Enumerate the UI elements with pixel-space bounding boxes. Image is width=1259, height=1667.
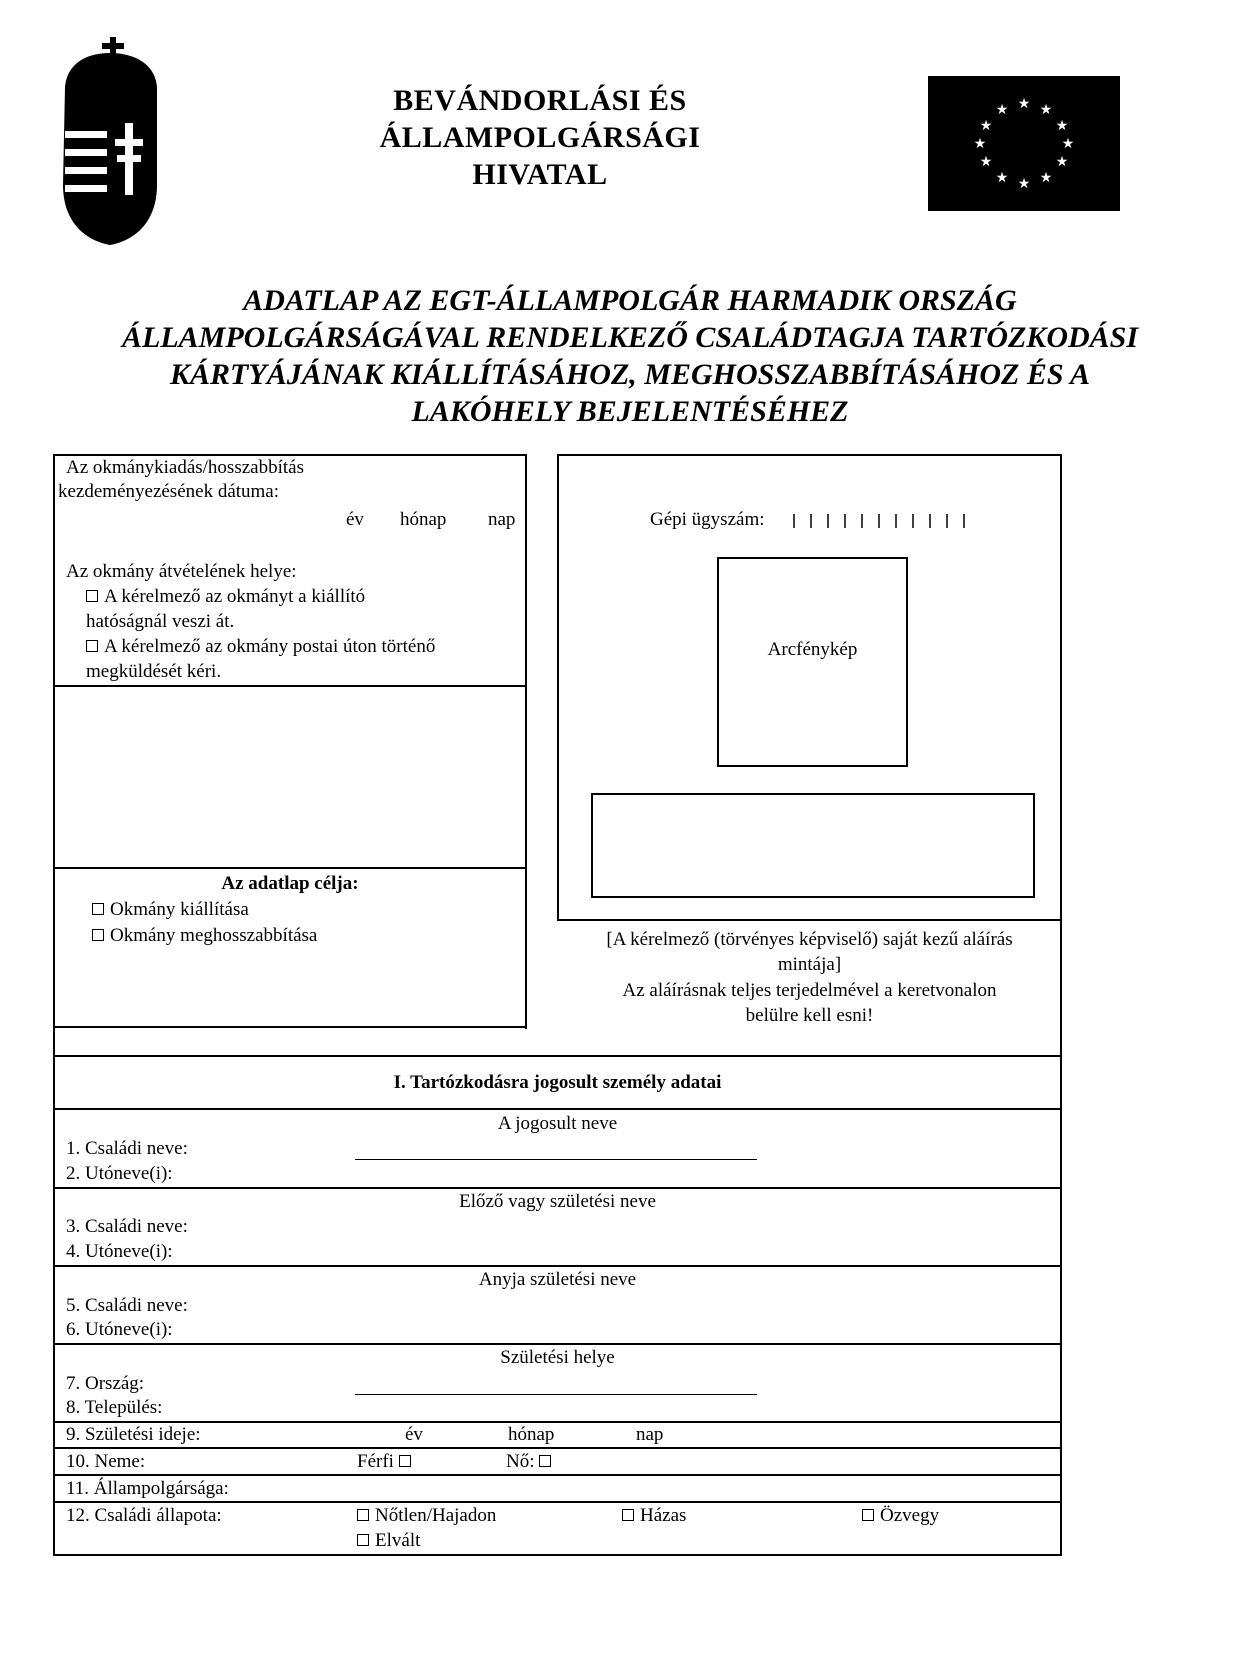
checkbox-icon[interactable] — [399, 1455, 411, 1467]
signature-box[interactable] — [591, 793, 1035, 898]
section1-top-border — [53, 1055, 1062, 1057]
field-9-day-label: nap — [636, 1424, 664, 1445]
date-day-label: nap — [488, 509, 516, 530]
right-panel-inner-bottom — [557, 919, 1062, 921]
checkbox-icon[interactable] — [92, 903, 104, 915]
purpose-option-issue[interactable] — [92, 898, 249, 922]
pickup-option-post-line2: megküldését kéri. — [86, 661, 222, 682]
field-2-label: 2. Utóneve(i): — [66, 1163, 173, 1184]
form-bottom-border — [53, 1554, 1062, 1556]
marital-married-label: Házas — [640, 1505, 687, 1526]
marital-single-option[interactable] — [357, 1504, 496, 1528]
checkbox-icon[interactable] — [622, 1509, 634, 1521]
pickup-option-post-label: A kérelmező az okmány postai úton történő — [104, 636, 436, 657]
field-1-input[interactable] — [355, 1159, 757, 1160]
svg-text:★: ★ — [1017, 96, 1031, 112]
section1-title: I. Tartózkodásra jogosult személy adatai — [393, 1072, 722, 1093]
svg-text:★: ★ — [1017, 176, 1031, 192]
checkbox-icon[interactable] — [86, 590, 98, 602]
field-4-label: 4. Utóneve(i): — [66, 1241, 173, 1262]
checkbox-icon[interactable] — [357, 1509, 369, 1521]
date-month-label: hónap — [400, 509, 447, 530]
checkbox-icon[interactable] — [92, 929, 104, 941]
marital-married-option[interactable] — [622, 1504, 686, 1528]
signature-note-line3: Az aláírásnak teljes terjedelmével a keretvonalon — [622, 980, 997, 1001]
left-divider-1 — [53, 685, 527, 687]
row-divider — [53, 1501, 1062, 1503]
signature-note-line2: mintája] — [777, 954, 842, 975]
left-panel-right-border — [525, 454, 527, 1029]
svg-text:★: ★ — [973, 136, 987, 152]
gender-male-label: Férfi — [357, 1451, 394, 1472]
purpose-title: Az adatlap célja: — [221, 873, 359, 894]
checkbox-icon[interactable] — [539, 1455, 551, 1467]
agency-line-1: BEVÁNDORLÁSI ÉS — [393, 84, 687, 117]
marital-divorced-option[interactable] — [357, 1529, 420, 1553]
field-1-label: 1. Családi neve: — [66, 1138, 188, 1159]
title-line-4: LAKÓHELY BEJELENTÉSÉHEZ — [411, 395, 849, 428]
photo-box[interactable] — [717, 557, 908, 767]
title-line-3: KÁRTYÁJÁNAK KIÁLLÍTÁSÁHOZ, MEGHOSSZABBÍTÁSÁHOZ ÉS A — [170, 358, 1090, 391]
purpose-option-extend-label: Okmány meghosszabbítása — [110, 925, 318, 946]
field-10-label: 10. Neme: — [66, 1451, 146, 1472]
row-divider — [53, 1421, 1062, 1423]
mother-name-heading: Anyja születési neve — [478, 1269, 637, 1290]
gender-female-option[interactable] — [506, 1450, 557, 1474]
field-12-label: 12. Családi állapota: — [66, 1505, 222, 1526]
hungarian-coat-of-arms-icon — [57, 35, 163, 247]
left-panel-bottom-border — [53, 1026, 527, 1028]
svg-text:★: ★ — [1055, 118, 1069, 134]
pickup-option-authority[interactable] — [86, 585, 365, 609]
svg-text:★: ★ — [1039, 170, 1053, 186]
svg-text:★: ★ — [995, 102, 1009, 118]
field-7-label: 7. Ország: — [66, 1373, 145, 1394]
row-divider — [53, 1108, 1062, 1110]
form-left-border — [53, 454, 55, 1556]
field-9-year-label: év — [405, 1424, 423, 1445]
checkbox-icon[interactable] — [357, 1534, 369, 1546]
field-9-month-label: hónap — [508, 1424, 555, 1445]
svg-text:★: ★ — [1061, 136, 1075, 152]
agency-line-2: ÁLLAMPOLGÁRSÁGI — [379, 121, 701, 154]
svg-text:★: ★ — [1055, 154, 1069, 170]
row-divider — [53, 1265, 1062, 1267]
case-number-boxes[interactable] — [790, 512, 980, 530]
field-11-label: 11. Állampolgársága: — [66, 1478, 229, 1499]
marital-widowed-option[interactable] — [862, 1504, 939, 1528]
marital-divorced-label: Elvált — [375, 1530, 421, 1551]
field-6-label: 6. Utóneve(i): — [66, 1319, 173, 1340]
date-label-line2: kezdeményezésének dátuma: — [58, 481, 280, 502]
pickup-option-post[interactable] — [86, 635, 435, 659]
row-divider — [53, 1447, 1062, 1449]
svg-text:★: ★ — [979, 118, 993, 134]
pickup-option-authority-line2: hatóságnál veszi át. — [86, 611, 235, 632]
birthplace-heading: Születési helye — [500, 1347, 615, 1368]
gender-male-option[interactable] — [357, 1450, 417, 1474]
agency-name — [300, 82, 780, 193]
field-9-label: 9. Születési ideje: — [66, 1424, 201, 1445]
checkbox-icon[interactable] — [86, 640, 98, 652]
signature-note-line4: belülre kell esni! — [745, 1005, 874, 1026]
gender-female-label: Nő: — [506, 1451, 535, 1472]
field-7-input[interactable] — [355, 1394, 757, 1395]
row-divider — [53, 1343, 1062, 1345]
title-line-1: ADATLAP AZ EGT-ÁLLAMPOLGÁR HARMADIK ORSZÁG — [243, 284, 1017, 317]
form-title — [40, 282, 1220, 430]
field-3-label: 3. Családi neve: — [66, 1216, 188, 1237]
right-panel-top-border — [557, 454, 1062, 456]
pickup-label: Az okmány átvételének helye: — [66, 561, 297, 582]
signature-note-line1: [A kérelmező (törvényes képviselő) saját kezű aláírás — [606, 929, 1013, 950]
date-year-label: év — [346, 509, 364, 530]
field-8-label: 8. Település: — [66, 1397, 163, 1418]
title-line-2: ÁLLAMPOLGÁRSÁGÁVAL RENDELKEZŐ CSALÁDTAGJA TARTÓZKODÁSI — [121, 321, 1139, 354]
right-panel-left-border — [557, 454, 559, 921]
eu-flag-icon — [928, 76, 1120, 211]
row-divider — [53, 1187, 1062, 1189]
name-heading: A jogosult neve — [497, 1113, 618, 1134]
left-divider-2 — [53, 867, 527, 869]
row-divider — [53, 1474, 1062, 1476]
purpose-option-issue-label: Okmány kiállítása — [110, 899, 249, 920]
marital-single-label: Nőtlen/Hajadon — [375, 1505, 497, 1526]
date-label-line1: Az okmánykiadás/hosszabbítás — [66, 457, 304, 478]
case-number-label: Gépi ügyszám: — [650, 509, 765, 530]
svg-text:★: ★ — [995, 170, 1009, 186]
purpose-option-extend[interactable] — [92, 924, 317, 948]
agency-line-3: HIVATAL — [472, 158, 608, 191]
prev-name-heading: Előző vagy születési neve — [459, 1191, 656, 1212]
marital-widowed-label: Özvegy — [880, 1505, 940, 1526]
form-right-border — [1060, 454, 1062, 1556]
svg-text:★: ★ — [979, 154, 993, 170]
photo-label: Arcfénykép — [767, 639, 858, 660]
checkbox-icon[interactable] — [862, 1509, 874, 1521]
pickup-option-authority-label: A kérelmező az okmányt a kiállító — [104, 586, 366, 607]
field-5-label: 5. Családi neve: — [66, 1295, 188, 1316]
svg-text:★: ★ — [1039, 102, 1053, 118]
